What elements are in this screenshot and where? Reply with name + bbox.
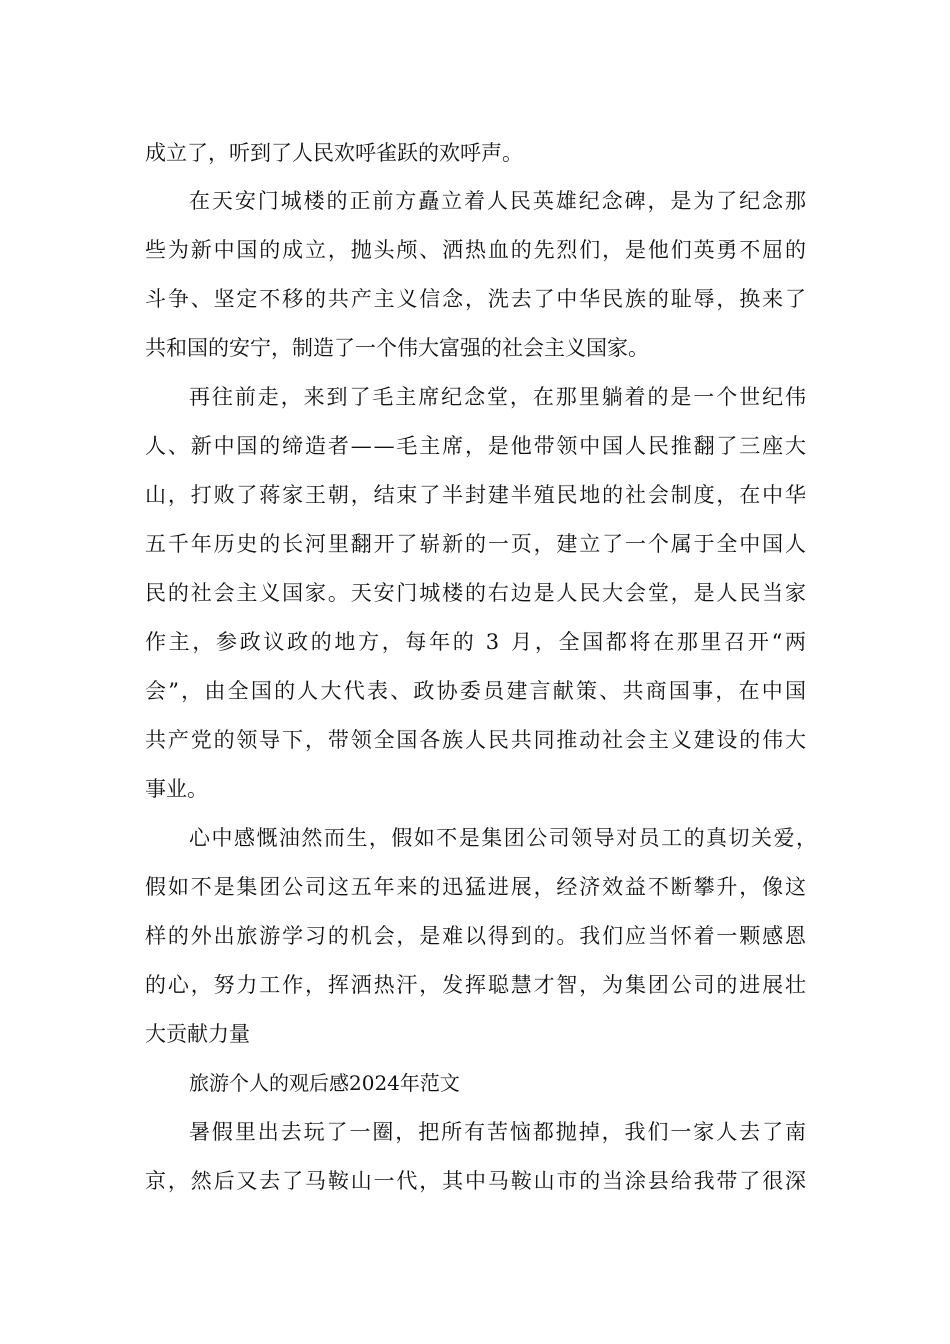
text-line xyxy=(0,627,950,657)
line-text: 事业。 xyxy=(145,777,208,801)
line-text: 些为新中国的成立，抛头颅、洒热血的先烈们，是他们英勇不屈的 xyxy=(145,238,808,262)
text-line xyxy=(0,333,950,363)
line-text: 山，打败了蒋家王朝，结束了半封建半殖民地的社会制度，在中华 xyxy=(145,483,808,507)
line-text: 的心，努力工作，挥洒热汗，发挥聪慧才智，为集团公司的进展壮 xyxy=(145,973,808,997)
line-text: 民的社会主义国家。天安门城楼的右边是人民大会堂，是人民当家 xyxy=(145,581,808,605)
text-line xyxy=(0,725,950,755)
text-line xyxy=(0,676,950,706)
paragraph-first-line xyxy=(0,382,950,412)
line-text: 大贡献力量 xyxy=(145,1022,250,1046)
line-text: 假如不是集团公司这五年来的迅猛进展，经济效益不断攀升，像这 xyxy=(145,875,808,899)
line-text: 成立了，听到了人民欢呼雀跃的欢呼声。 xyxy=(145,141,523,165)
section-heading xyxy=(0,1068,950,1098)
line-text: 在天安门城楼的正前方矗立着人民英雄纪念碑，是为了纪念那 xyxy=(189,189,808,213)
line-text: 五千年历史的长河里翻开了崭新的一页，建立了一个属于全中国人 xyxy=(145,532,808,556)
text-line xyxy=(0,872,950,902)
line-text: 心中感慨油然而生，假如不是集团公司领导对员工的真切关爱， xyxy=(189,826,819,850)
text-line xyxy=(0,1019,950,1049)
paragraph-first-line xyxy=(0,1117,950,1147)
text-line xyxy=(0,1166,950,1196)
paragraph-first-line xyxy=(0,186,950,216)
line-text: 人、新中国的缔造者——毛主席，是他带领中国人民推翻了三座大 xyxy=(145,434,808,458)
line-text: 作主，参政议政的地方，每年的 3 月，全国都将在那里召开“两 xyxy=(145,630,809,654)
text-line xyxy=(0,970,950,1000)
paragraph-first-line xyxy=(0,823,950,853)
line-text: 暑假里出去玩了一圈，把所有苦恼都抛掉，我们一家人去了南 xyxy=(189,1120,808,1144)
line-text: 共和国的安宁，制造了一个伟大富强的社会主义国家。 xyxy=(145,336,649,360)
line-text: 会”，由全国的人大代表、政协委员建言献策、共商国事，在中国 xyxy=(145,679,809,703)
line-text: 再往前走，来到了毛主席纪念堂，在那里躺着的是一个世纪伟 xyxy=(189,385,808,409)
heading-text: 旅游个人的观后感2024年范文 xyxy=(189,1071,460,1095)
text-line xyxy=(0,774,950,804)
line-text: 京，然后又去了马鞍山一代，其中马鞍山市的当涂县给我带了很深 xyxy=(145,1169,808,1193)
text-line xyxy=(0,480,950,510)
text-line xyxy=(0,431,950,461)
text-line xyxy=(0,235,950,265)
line-text: 斗争、坚定不移的共产主义信念，洗去了中华民族的耻辱，换来了 xyxy=(145,287,808,311)
text-line xyxy=(0,284,950,314)
text-line xyxy=(0,529,950,559)
line-text: 样的外出旅游学习的机会，是难以得到的。我们应当怀着一颗感恩 xyxy=(145,924,808,948)
text-line xyxy=(0,138,950,168)
text-line xyxy=(0,921,950,951)
line-text: 共产党的领导下，带领全国各族人民共同推动社会主义建设的伟大 xyxy=(145,728,808,752)
text-line xyxy=(0,578,950,608)
